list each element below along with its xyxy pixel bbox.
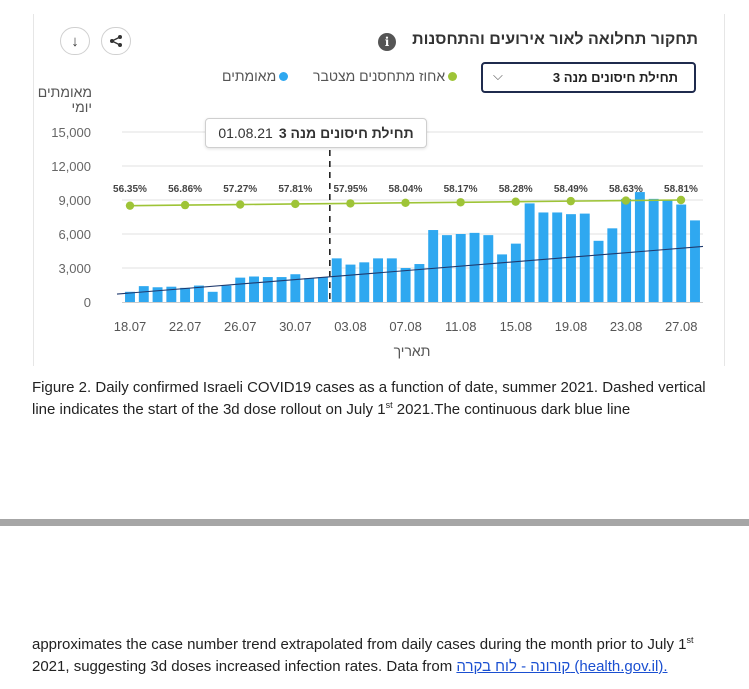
vaccination-label: 57.95% <box>333 184 368 195</box>
vaccination-point <box>677 196 685 204</box>
legend-vaccinated-label: אחוז מתחסנים מצטבר <box>313 68 446 84</box>
vaccination-point <box>126 201 134 209</box>
bar <box>249 277 259 303</box>
x-tick-label: 03.08 <box>334 319 367 334</box>
vaccination-point <box>622 196 630 204</box>
bar <box>359 262 369 302</box>
x-tick-label: 19.08 <box>554 319 588 334</box>
bar <box>621 199 631 302</box>
legend-confirmed-label: מאומתים <box>222 68 277 84</box>
caption-part2: 2021.The continuous dark blue line <box>392 401 631 418</box>
tooltip-label: תחילת חיסונים מנה 3 <box>278 125 414 141</box>
caption-part1: Figure 2. Daily confirmed Israeli COVID19 cases as a function of date, summer 2021. Dashed vertical line indicates the start of the 3d dose rollout on July 1 <box>32 379 706 418</box>
vaccination-label: 58.63% <box>608 184 643 195</box>
select-value: תחילת חיסונים מנה 3 <box>552 70 678 85</box>
vaccination-point <box>291 200 299 208</box>
bar <box>566 214 576 302</box>
x-tick-label: 26.07 <box>223 319 257 334</box>
bar <box>580 214 590 302</box>
bar <box>470 233 480 302</box>
bar <box>153 287 163 302</box>
vaccination-point <box>236 200 244 208</box>
vaccination-label: 58.17% <box>443 184 478 195</box>
page-break <box>0 519 749 526</box>
vaccination-label: 58.28% <box>498 184 533 195</box>
bar <box>607 228 617 302</box>
vaccination-label: 58.49% <box>553 184 588 195</box>
vaccination-label: 56.35% <box>113 184 147 195</box>
tooltip-date: 01.08.21 <box>218 125 273 141</box>
chevron-down-icon: ⌵ <box>493 68 503 83</box>
figure-caption <box>32 377 722 421</box>
data-source-link[interactable]: קורונה - לוח בקרה (health.gov.il). <box>456 658 668 675</box>
caption-continuation <box>32 634 732 678</box>
vaccination-point <box>512 198 520 206</box>
y-tick-label: 0 <box>83 295 91 310</box>
bar <box>304 278 314 302</box>
bar <box>538 212 548 302</box>
x-tick-label: 18.07 <box>113 319 147 334</box>
bar <box>662 200 672 302</box>
bar <box>346 265 356 302</box>
bar <box>263 277 273 302</box>
caption-cont2: 2021, suggesting 3d doses increased infection rates. Data from <box>32 658 457 675</box>
y-tick-label: 9,000 <box>58 193 91 208</box>
x-tick-label: 07.08 <box>389 319 422 334</box>
x-tick-label: 15.08 <box>499 319 533 334</box>
vaccination-point <box>456 198 464 206</box>
bar <box>290 274 300 302</box>
caption-cont1: approximates the case number trend extrapolated from daily cases during the month prior to July 1 <box>32 636 687 653</box>
y-tick-label: 3,000 <box>58 261 91 276</box>
x-tick-label: 27.08 <box>664 319 698 334</box>
bar <box>635 192 645 302</box>
vaccination-label: 56.86% <box>168 184 203 195</box>
y-tick-label: 6,000 <box>58 227 91 242</box>
bar <box>180 288 190 302</box>
bar <box>525 203 535 302</box>
bar <box>235 278 245 302</box>
bar <box>208 292 218 302</box>
bar <box>511 244 521 302</box>
bar <box>497 254 507 302</box>
bar <box>373 258 383 302</box>
vaccination-label: 58.81% <box>664 184 698 195</box>
bar <box>552 212 562 302</box>
vaccination-point <box>567 197 575 205</box>
y-tick-label: 12,000 <box>51 159 91 174</box>
bar <box>594 241 604 302</box>
vaccination-label: 57.27% <box>223 184 258 195</box>
info-icon[interactable]: i <box>378 33 396 51</box>
y-axis-title: מאומתים יומי <box>37 84 92 115</box>
bar <box>139 286 149 302</box>
vaccination-point <box>401 199 409 207</box>
bar <box>483 235 493 302</box>
bar <box>318 277 328 302</box>
y-tick-label: 15,000 <box>51 125 91 140</box>
x-tick-label: 22.07 <box>168 319 202 334</box>
x-axis-title: תאריך <box>393 343 431 359</box>
bar <box>442 235 452 302</box>
download-icon: ↓ <box>71 32 79 50</box>
chart-title: תחקור תחלואה לאור אירועים והתחסנות <box>412 31 698 48</box>
x-tick-label: 23.08 <box>609 319 643 334</box>
vaccination-point <box>181 201 189 209</box>
bar <box>428 230 438 302</box>
bar <box>401 268 411 302</box>
vaccination-label: 58.04% <box>388 184 423 195</box>
bar <box>676 205 686 302</box>
x-tick-label: 11.08 <box>444 319 477 334</box>
caption-sup1: st <box>385 400 393 410</box>
vaccination-point <box>346 199 354 207</box>
bar <box>456 234 466 302</box>
x-tick-label: 30.07 <box>279 319 312 334</box>
caption-sup2: st <box>686 635 694 645</box>
vaccination-label: 57.81% <box>278 184 313 195</box>
bar <box>222 286 232 302</box>
bar <box>690 220 700 302</box>
bar <box>332 258 342 302</box>
tooltip <box>205 118 427 148</box>
bar <box>387 258 397 302</box>
